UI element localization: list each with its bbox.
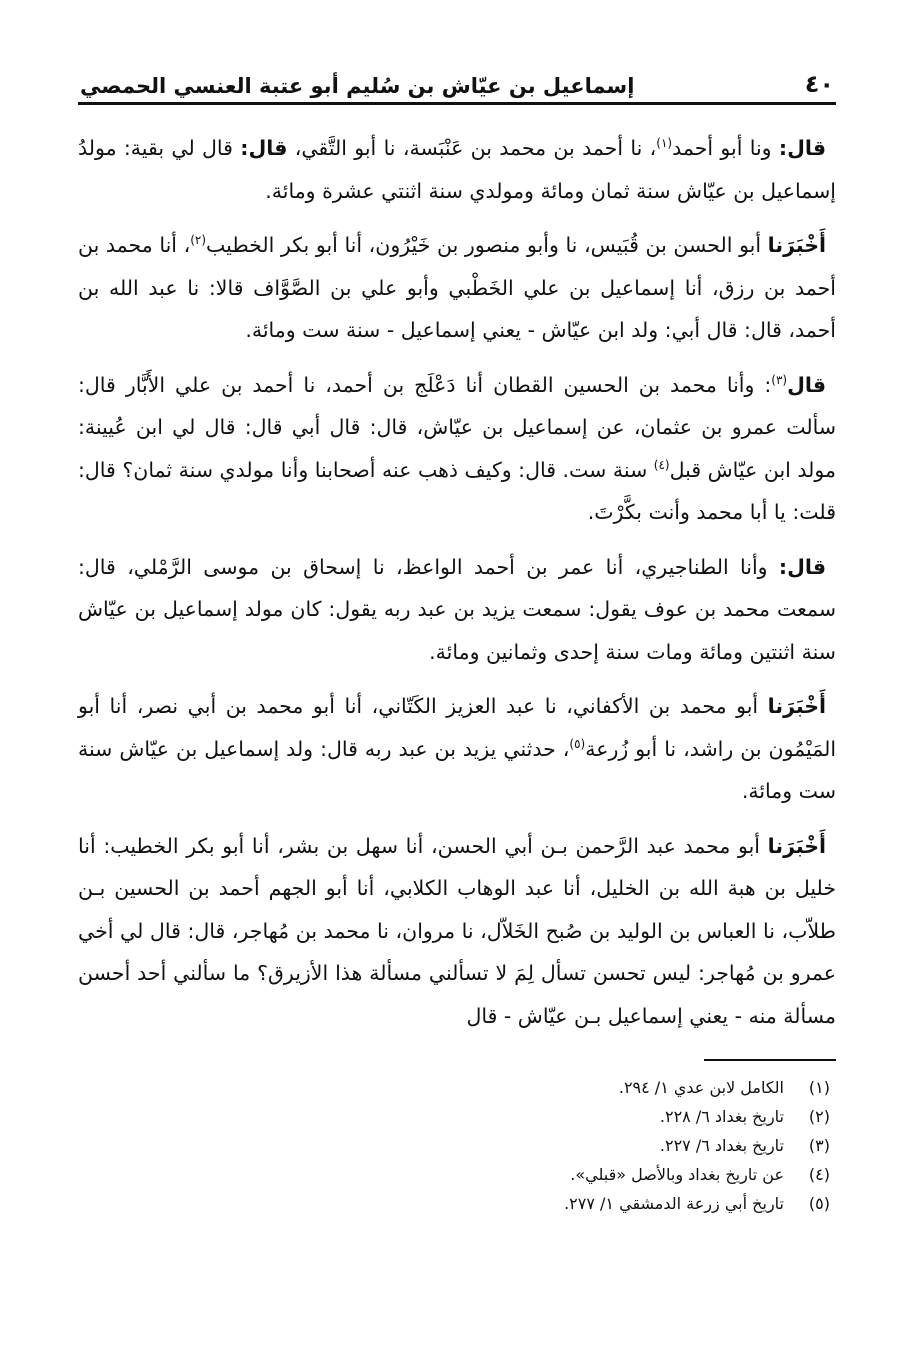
text-run: وأنا الطناجيري، أنا عمر بن أحمد الواعظ، نا إسحاق بن موسى الرَّمْلي، قال: سمعت محمد بن عوف يقول: سمعت يزيد بن عبد ربه يقول: كان مولد إسماعيل بن عيّاش سنة اثنتين ومائة ومات سنة إحدى وثمانين ومائة. [78, 554, 836, 664]
paragraph [78, 546, 836, 674]
paragraph [78, 825, 836, 1038]
footnote-ref: (١) [656, 136, 673, 151]
footnote-ref: (٥) [569, 736, 586, 751]
paragraph-lead: قال: [778, 136, 826, 160]
footnotes [78, 1073, 836, 1218]
paragraph-lead: أَخْبَرَنا [767, 233, 826, 257]
text-run: أبو محمد عبد الرَّحمن بـن أبي الحسن، أنا سهل بن بشر، أنا أبو بكر الخطيب: أنا خليل بن هبة الله بن الخليل، أنا عبد الوهاب الكلابي، أنا أبو الجهم أحمد بن الحسين بـن طلاّب، نا العباس بن الوليد بن صُبح الخَلاّل، نا مروان، نا محمد بن مُهاجر، قال: قال لي أخي عمرو بن مُهاجر: ليس تحسن تسأل لِمَ لا تسألني مسألة هذا الأزيرق؟ ما سألني أحد أحسن مسألة منه - يعني إسماعيل بـن عيّاش - قال [78, 833, 836, 1028]
paragraph-lead: قال: [778, 554, 826, 579]
footnote-ref: (٤) [653, 457, 670, 472]
paragraph-lead: أَخْبَرَنا [767, 833, 826, 858]
footnote-text: عن تاريخ بغداد وبالأصل «قبلي». [570, 1165, 784, 1184]
footnote-number: (٣) [808, 1136, 830, 1155]
paragraph [78, 224, 836, 352]
text-run: ، حدثني يزيد بن عبد ربه قال: ولد إسماعيل بن عيّاش سنة ست ومائة. [78, 736, 836, 803]
footnote-text: الكامل لابن عدي ١/ ٢٩٤. [618, 1078, 784, 1097]
text-run: ونا أبو أحمد [672, 136, 779, 160]
footnote-number: (٤) [808, 1165, 830, 1184]
footnote-text: تاريخ بغداد ٦/ ٢٢٧. [659, 1136, 784, 1155]
page-header [78, 62, 836, 105]
text-run: ، نا أحمد بن محمد بن عَنْبَسة، نا أبو التَّقي، [287, 136, 657, 160]
footnote-text: تاريخ بغداد ٦/ ٢٢٨. [659, 1107, 784, 1126]
text-run: سنة ست. قال: وكيف ذهب عنه أصحابنا وأنا مولدي سنة ثمان؟ قال: قلت: يا أبا محمد وأنت بكَّرْتَ. [78, 457, 836, 524]
paragraph [78, 685, 836, 813]
footnote-ref: (٣) [771, 372, 788, 387]
footnote-divider [704, 1059, 836, 1061]
footnote [78, 1102, 836, 1131]
footnote-number: (١) [808, 1078, 830, 1097]
text-run: أبو الحسن بن قُبَيس، نا وأبو منصور بن خَيْرُون، أنا أبو بكر الخطيب [206, 233, 768, 257]
text-run: أبو محمد بن الأكفاني، نا عبد العزيز الكَتّاني، أنا أبو محمد بن أبي نصر، أنا أبو المَيْمُون بن راشد، نا أبو زُرعة [78, 694, 837, 761]
text-run: قال لي بقية: مولدُ إسماعيل بن عيّاش سنة ثمان ومائة ومولدي سنة اثنتي عشرة ومائة. [78, 136, 836, 203]
text-run: ، أنا محمد بن أحمد بن رزق، أنا إسماعيل بن علي الخَطْبي وأبو علي بن الصَّوَّاف قالا: نا عبد الله بن أحمد، قال: قال أبي: ولد ابن عيّاش - يعني إسماعيل - سنة ست ومائة. [78, 233, 836, 342]
text-run: : وأنا محمد بن الحسين القطان أنا دَعْلَج بن أحمد، نا أحمد بن علي الأَبَّار قال: سألت عمرو بن عثمان، عن إسماعيل بن عيّاش، قال: قال أبي قال: قال لي ابن عُيينة: مولد ابن عيّاش قبل [78, 372, 836, 482]
footnote-ref: (٢) [190, 233, 207, 248]
footnote-number: (٢) [808, 1107, 830, 1126]
paragraph [78, 364, 836, 534]
footnote [78, 1073, 836, 1102]
paragraph-lead: أَخْبَرَنا [767, 694, 826, 718]
page-number: ٤٠ [804, 70, 834, 98]
footnote [78, 1189, 836, 1218]
footnote-text: تاريخ أبي زرعة الدمشقي ١/ ٢٧٧. [564, 1194, 784, 1213]
paragraph [78, 127, 836, 212]
footnote [78, 1131, 836, 1160]
footnote-number: (٥) [808, 1194, 830, 1213]
paragraph-lead: قال [787, 372, 826, 397]
running-title: إسماعيل بن عيّاش بن سُليم أبو عتبة العنسي الحمصي [80, 74, 635, 98]
main-text [78, 127, 836, 1037]
footnote [78, 1160, 836, 1189]
paragraph-lead: قال: [240, 136, 288, 160]
